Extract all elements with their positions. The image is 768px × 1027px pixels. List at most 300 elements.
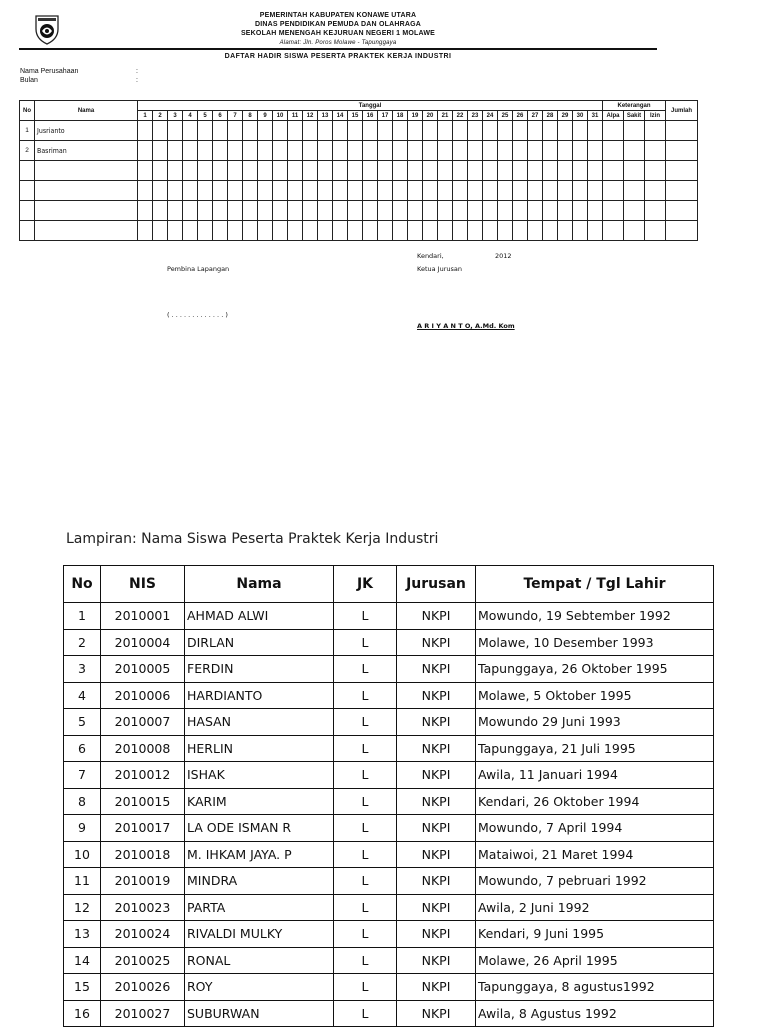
day-header: 12 [303,111,318,121]
attendance-cell [378,141,393,161]
attendance-cell [483,141,498,161]
attendance-cell [423,121,438,141]
attendance-cell [453,161,468,181]
student-name: HASAN [185,709,334,736]
attendance-cell [438,181,453,201]
attendance-cell [453,221,468,241]
attendance-cell [498,201,513,221]
attendance-cell [573,141,588,161]
attendance-cell [588,181,603,201]
student-name: RIVALDI MULKY [185,921,334,948]
student-gender: L [334,974,397,1001]
student-name: KARIM [185,788,334,815]
day-header: 8 [243,111,258,121]
attendance-name [35,221,138,241]
attendance-cell [573,121,588,141]
table-row [64,894,714,921]
student-gender: L [334,921,397,948]
attendance-cell [333,181,348,201]
day-header: 6 [213,111,228,121]
attendance-cell [498,141,513,161]
student-major: NKPI [397,947,476,974]
attendance-cell [348,221,363,241]
day-header: 21 [438,111,453,121]
attendance-cell [645,161,666,181]
attendance-cell [528,201,543,221]
list-col-header: Tempat / Tgl Lahir [476,566,714,603]
student-no: 15 [64,974,101,1001]
attendance-cell [288,161,303,181]
student-birth: Molawe, 5 Oktober 1995 [476,682,714,709]
attendance-name [35,181,138,201]
attendance-cell [513,141,528,161]
attendance-cell [453,121,468,141]
student-nis: 2010012 [101,762,185,789]
table-row [64,762,714,789]
attendance-row [20,141,698,161]
student-gender: L [334,735,397,762]
attendance-cell [168,161,183,181]
student-nis: 2010007 [101,709,185,736]
attendance-cell [348,141,363,161]
student-major: NKPI [397,894,476,921]
attendance-cell [153,181,168,201]
attendance-cell [468,221,483,241]
attendance-cell [573,221,588,241]
student-major: NKPI [397,788,476,815]
attendance-cell [258,141,273,161]
attendance-cell [333,141,348,161]
company-colon: : [136,68,138,75]
attendance-cell [558,161,573,181]
student-nis: 2010005 [101,656,185,683]
day-header: 23 [468,111,483,121]
attendance-table [19,100,698,241]
attendance-cell [393,141,408,161]
student-name: SUBURWAN [185,1000,334,1027]
attendance-cell [573,161,588,181]
attendance-cell [603,181,624,201]
attendance-cell [453,201,468,221]
attendance-cell [624,141,645,161]
day-header: 17 [378,111,393,121]
student-no: 3 [64,656,101,683]
student-major: NKPI [397,762,476,789]
student-major: NKPI [397,841,476,868]
attendance-cell [258,161,273,181]
student-major: NKPI [397,974,476,1001]
student-gender: L [334,815,397,842]
attendance-cell [318,201,333,221]
day-header: 19 [408,111,423,121]
attendance-cell [408,141,423,161]
attendance-cell [513,221,528,241]
attendance-cell [423,161,438,181]
attendance-cell [603,161,624,181]
attendance-cell [273,141,288,161]
attendance-cell [468,121,483,141]
student-no: 8 [64,788,101,815]
student-nis: 2010026 [101,974,185,1001]
table-row [64,815,714,842]
attendance-name: Basriman [35,141,138,161]
attendance-cell [243,221,258,241]
day-header: 20 [423,111,438,121]
attendance-cell [423,181,438,201]
student-name: PARTA [185,894,334,921]
left-signer-role: Pembina Lapangan [167,265,230,273]
attendance-cell [645,221,666,241]
attendance-no: 2 [20,141,35,161]
student-birth: Mowundo, 7 April 1994 [476,815,714,842]
student-nis: 2010006 [101,682,185,709]
attendance-cell [393,201,408,221]
month-field [20,77,138,84]
attendance-cell [423,141,438,161]
attendance-cell [378,201,393,221]
attendance-cell [198,221,213,241]
left-signer-name: ( . . . . . . . . . . . . . ) [167,311,228,319]
attendance-cell [258,121,273,141]
student-birth: Mataiwoi, 21 Maret 1994 [476,841,714,868]
student-major: NKPI [397,629,476,656]
day-header: 28 [543,111,558,121]
col-header-no: No [20,101,35,121]
attendance-cell [513,181,528,201]
attendance-cell [303,161,318,181]
attendance-cell [438,201,453,221]
col-header-keterangan: Keterangan [603,101,666,111]
day-header: 3 [168,111,183,121]
table-row [64,974,714,1001]
attendance-cell [228,221,243,241]
attendance-cell [558,121,573,141]
student-gender: L [334,656,397,683]
attendance-cell [273,161,288,181]
attendance-cell [153,161,168,181]
attendance-cell [273,221,288,241]
attendance-no [20,161,35,181]
attendance-cell [624,221,645,241]
attendance-cell [288,121,303,141]
attendance-cell [393,181,408,201]
attendance-cell [138,141,153,161]
attendance-cell [558,181,573,201]
attendance-cell [438,161,453,181]
attendance-cell [558,201,573,221]
attendance-cell [483,161,498,181]
attendance-cell [624,201,645,221]
student-gender: L [334,894,397,921]
attendance-cell [558,141,573,161]
table-row [64,947,714,974]
attendance-cell [318,161,333,181]
attendance-cell [258,201,273,221]
attendance-cell [213,121,228,141]
attendance-cell [153,141,168,161]
attendance-cell [168,221,183,241]
list-col-header: Jurusan [397,566,476,603]
attendance-cell [588,141,603,161]
attendance-cell [363,201,378,221]
attendance-cell [378,181,393,201]
student-gender: L [334,868,397,895]
attendance-cell [483,201,498,221]
attendance-cell [168,141,183,161]
keterangan-header: Alpa [603,111,624,121]
student-birth: Mowundo, 19 Sebtember 1992 [476,603,714,630]
student-name: ROY [185,974,334,1001]
student-major: NKPI [397,1000,476,1027]
attendance-cell [243,121,258,141]
table-row [64,868,714,895]
attendance-cell [228,201,243,221]
attendance-cell [198,181,213,201]
attendance-row [20,201,698,221]
letterhead-line-3: SEKOLAH MENENGAH KEJURUAN NEGERI 1 MOLAWE [240,30,436,37]
student-birth: Mowundo, 7 pebruari 1992 [476,868,714,895]
attendance-cell [468,201,483,221]
attendance-cell [198,201,213,221]
attendance-cell [363,161,378,181]
attendance-cell [528,221,543,241]
attendance-name: Jusrianto [35,121,138,141]
attendance-cell [483,181,498,201]
attendance-cell [183,201,198,221]
attendance-cell [333,161,348,181]
attendance-cell [183,221,198,241]
attendance-cell [288,181,303,201]
attendance-cell [603,221,624,241]
day-header: 15 [348,111,363,121]
attendance-cell [423,201,438,221]
table-row [64,603,714,630]
attendance-cell [153,121,168,141]
attendance-cell [483,221,498,241]
student-birth: Kendari, 9 Juni 1995 [476,921,714,948]
attendance-cell [138,161,153,181]
day-header: 5 [198,111,213,121]
attendance-cell [513,121,528,141]
student-major: NKPI [397,921,476,948]
attendance-cell [183,161,198,181]
letterhead-rule [19,48,657,50]
attendance-cell [378,161,393,181]
attendance-cell [243,141,258,161]
student-nis: 2010027 [101,1000,185,1027]
attendance-row [20,161,698,181]
attendance-cell [513,201,528,221]
day-header: 30 [573,111,588,121]
student-gender: L [334,841,397,868]
student-no: 1 [64,603,101,630]
student-nis: 2010015 [101,788,185,815]
attendance-cell [468,181,483,201]
attendance-cell [408,201,423,221]
attendance-cell [288,221,303,241]
attendance-cell [483,121,498,141]
day-header: 14 [333,111,348,121]
attendance-cell [348,121,363,141]
attendance-cell [273,121,288,141]
student-no: 10 [64,841,101,868]
day-header: 2 [153,111,168,121]
signing-place: Kendari, [417,252,444,260]
letterhead-line-1: PEMERINTAH KABUPATEN KONAWE UTARA [259,12,417,19]
attendance-cell [153,221,168,241]
attendance-cell [273,201,288,221]
student-nis: 2010018 [101,841,185,868]
attendance-cell [666,221,698,241]
attendance-no [20,201,35,221]
letterhead-line-2: DINAS PENDIDIKAN PEMUDA DAN OLAHRAGA [255,21,421,28]
attendance-row [20,181,698,201]
attendance-cell [228,161,243,181]
student-no: 14 [64,947,101,974]
day-header: 22 [453,111,468,121]
student-name: MINDRA [185,868,334,895]
attendance-cell [498,221,513,241]
attendance-cell [363,221,378,241]
attendance-cell [498,181,513,201]
attendance-cell [498,161,513,181]
attendance-cell [273,181,288,201]
attendance-cell [363,181,378,201]
table-row [64,1000,714,1027]
attendance-cell [303,221,318,241]
student-nis: 2010025 [101,947,185,974]
right-signer-name: A R I Y A N T O, A.Md. Kom [417,322,515,330]
attendance-cell [588,121,603,141]
student-major: NKPI [397,815,476,842]
student-birth: Tapunggaya, 21 Juli 1995 [476,735,714,762]
col-header-jumlah: Jumlah [666,101,698,121]
table-row [64,682,714,709]
attendance-cell [393,221,408,241]
day-header: 27 [528,111,543,121]
student-name: AHMAD ALWI [185,603,334,630]
attendance-cell [303,201,318,221]
student-name: LA ODE ISMAN R [185,815,334,842]
attendance-cell [588,201,603,221]
student-gender: L [334,603,397,630]
attendance-cell [348,201,363,221]
attendance-cell [183,181,198,201]
attendance-cell [138,201,153,221]
student-major: NKPI [397,682,476,709]
attendance-cell [603,201,624,221]
attendance-cell [318,221,333,241]
attendance-cell [645,181,666,201]
attendance-no [20,181,35,201]
student-birth: Awila, 11 Januari 1994 [476,762,714,789]
attendance-cell [333,221,348,241]
student-major: NKPI [397,603,476,630]
attendance-cell [333,121,348,141]
month-label: Bulan [20,77,38,84]
day-header: 11 [288,111,303,121]
student-birth: Tapunggaya, 26 Oktober 1995 [476,656,714,683]
keterangan-header: Izin [645,111,666,121]
table-row [64,629,714,656]
attendance-cell [645,201,666,221]
attendance-cell [624,161,645,181]
student-nis: 2010001 [101,603,185,630]
attendance-cell [588,221,603,241]
regency-emblem-icon [33,13,61,45]
company-field [20,68,138,75]
attendance-cell [213,221,228,241]
attendance-cell [588,161,603,181]
attendance-cell [303,121,318,141]
attendance-cell [213,181,228,201]
attendance-cell [666,161,698,181]
student-no: 2 [64,629,101,656]
attendance-cell [573,181,588,201]
student-nis: 2010024 [101,921,185,948]
table-row [64,921,714,948]
attendance-cell [258,221,273,241]
day-header: 10 [273,111,288,121]
student-no: 9 [64,815,101,842]
day-header: 18 [393,111,408,121]
attendance-cell [498,121,513,141]
attendance-cell [243,201,258,221]
student-no: 7 [64,762,101,789]
attendance-cell [528,181,543,201]
day-header: 24 [483,111,498,121]
attendance-cell [378,121,393,141]
attendance-cell [543,221,558,241]
student-gender: L [334,1000,397,1027]
attendance-cell [243,181,258,201]
day-header: 13 [318,111,333,121]
student-major: NKPI [397,656,476,683]
attendance-cell [363,121,378,141]
student-gender: L [334,947,397,974]
student-birth: Awila, 2 Juni 1992 [476,894,714,921]
attendance-no [20,221,35,241]
student-no: 11 [64,868,101,895]
attendance-cell [666,181,698,201]
attendance-cell [438,121,453,141]
attendance-cell [624,121,645,141]
right-signer-role: Ketua Jurusan [417,265,462,273]
student-gender: L [334,709,397,736]
attendance-cell [543,181,558,201]
student-major: NKPI [397,735,476,762]
attendance-name [35,161,138,181]
student-no: 13 [64,921,101,948]
attendance-no: 1 [20,121,35,141]
student-name: RONAL [185,947,334,974]
attendance-cell [318,141,333,161]
attendance-cell [666,121,698,141]
attendance-cell [198,141,213,161]
attendance-cell [153,201,168,221]
attendance-cell [543,201,558,221]
student-nis: 2010008 [101,735,185,762]
attendance-cell [453,181,468,201]
attendance-cell [408,221,423,241]
attendance-cell [468,161,483,181]
day-header: 29 [558,111,573,121]
attendance-cell [528,121,543,141]
student-birth: Molawe, 10 Desember 1993 [476,629,714,656]
attendance-cell [408,121,423,141]
day-header: 1 [138,111,153,121]
attendance-cell [138,221,153,241]
